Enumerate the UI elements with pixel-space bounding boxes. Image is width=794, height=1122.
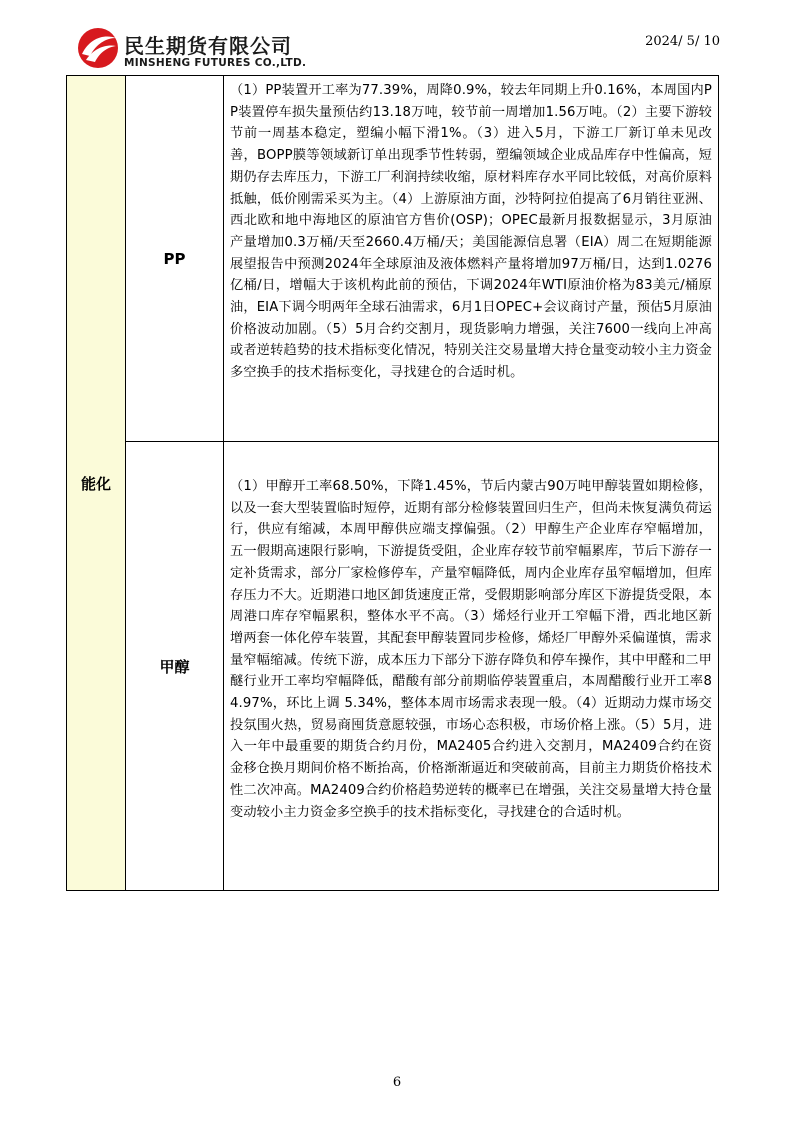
minsheng-logo-icon — [76, 26, 120, 70]
page-number: 6 — [392, 1075, 402, 1090]
report-date: 2024/ 5/ 10 — [645, 34, 720, 49]
product-analysis-text: （1）PP装置开工率为77.39%，周降0.9%，较去年同期上升0.16%，本周国内PP装置停车损失量预估约13.18万吨，较节前一周增加1.56万吨。（2）主要下游较节前一周基本稳定，塑编小幅下滑1%。（3）进入5月，下游工厂新订单未见改善，BOPP膜等领域新订单出现季节性转弱，塑编领域企业成品库存中性偏高，短期仍存去库压力，下游工厂利润持续收缩，原材料库存水平同比较低，对高价原料抵触，低价刚需采买为主。（4）上游原油方面，沙特阿拉伯提高了6月销往亚洲、西北欧和地中海地区的原油官方售价(OSP)；OPEC最新月报数据显示，3月原油产量增加0.3万桶/天至2660.4万桶/天；美国能源信息署（EIA）周二在短期能源展望报告中预测2024年全球原油及液体燃料产量将增加97万桶/日，达到1.0276亿桶/日，增幅大于该机构此前的预估，下调2024年WTI原油价格为83美元/桶原油，EIA下调今明两年全球石油需求，6月1日OPEC+会议商讨产量，预估5月原油价格波动加剧。（5）5月合约交割月，现货影响力增强，关注7600一线向上冲高或者逆转趋势的技术指标变化情况，特别关注交易量增大持仓量变动较小主力资金多空换手的技术指标变化，寻找建仓的合适时机。 — [230, 83, 712, 381]
product-name: PP — [163, 249, 186, 268]
category-label: 能化 — [80, 474, 111, 493]
product-name: 甲醇 — [159, 657, 190, 676]
company-name-en: MINSHENG FUTURES CO.,LTD. — [124, 57, 307, 69]
product-name-cell-pp — [126, 76, 224, 441]
product-content-cell-methanol — [224, 442, 718, 890]
page-header — [76, 26, 720, 76]
product-content-cell-pp — [224, 76, 718, 441]
product-analysis-text: （1）甲醇开工率68.50%，下降1.45%，节后内蒙古90万吨甲醇装置如期检修，以及一套大型装置临时短停，近期有部分检修装置回归生产，但尚未恢复满负荷运行，供应有缩减，本周甲醇供应端支撑偏强。（2）甲醇生产企业库存窄幅增加，五一假期高速限行影响，下游提货受阻，企业库存较节前窄幅累库，节后下游存一定补货需求，部分厂家检修停车，产量窄幅降低，周内企业库存虽窄幅增加，但库存压力不大。近期港口地区卸货速度正常，受假期影响部分库区下游提货受限，本周港口库存窄幅累积，整体水平不高。（3）烯烃行业开工窄幅下滑，西北地区新增两套一体化停车装置，其配套甲醇装置同步检修，烯烃厂甲醇外采偏谨慎，需求量窄幅缩减。传统下游，成本压力下部分下游存降负和停车操作，其中甲醛和二甲醚行业开工率均窄幅降低，醋酸有部分前期临停装置重启，本周醋酸行业开工率84.97%，环比上调 5.34%，整体本周市场需求表现一般。（4）近期动力煤市场交投氛围火热，贸易商囤货意愿较强，市场心态积极，市场价格上涨。（5）5月，进入一年中最重要的期货合约月份，MA2405合约进入交割月，MA2409合约在资金移仓换月期间价格不断抬高，价格渐渐逼近和突破前高，目前主力期货价格技术性二次冲高。MA2409合约价格趋势逆转的概率已在增强，关注交易量增大持仓量变动较小主力资金多空换手的技术指标变化，寻找建仓的合适时机。 — [230, 479, 712, 820]
product-name-cell-methanol — [126, 442, 224, 890]
category-cell — [67, 76, 126, 890]
commodity-table — [66, 75, 719, 891]
company-name-cn: 民生期货有限公司 — [124, 34, 292, 58]
